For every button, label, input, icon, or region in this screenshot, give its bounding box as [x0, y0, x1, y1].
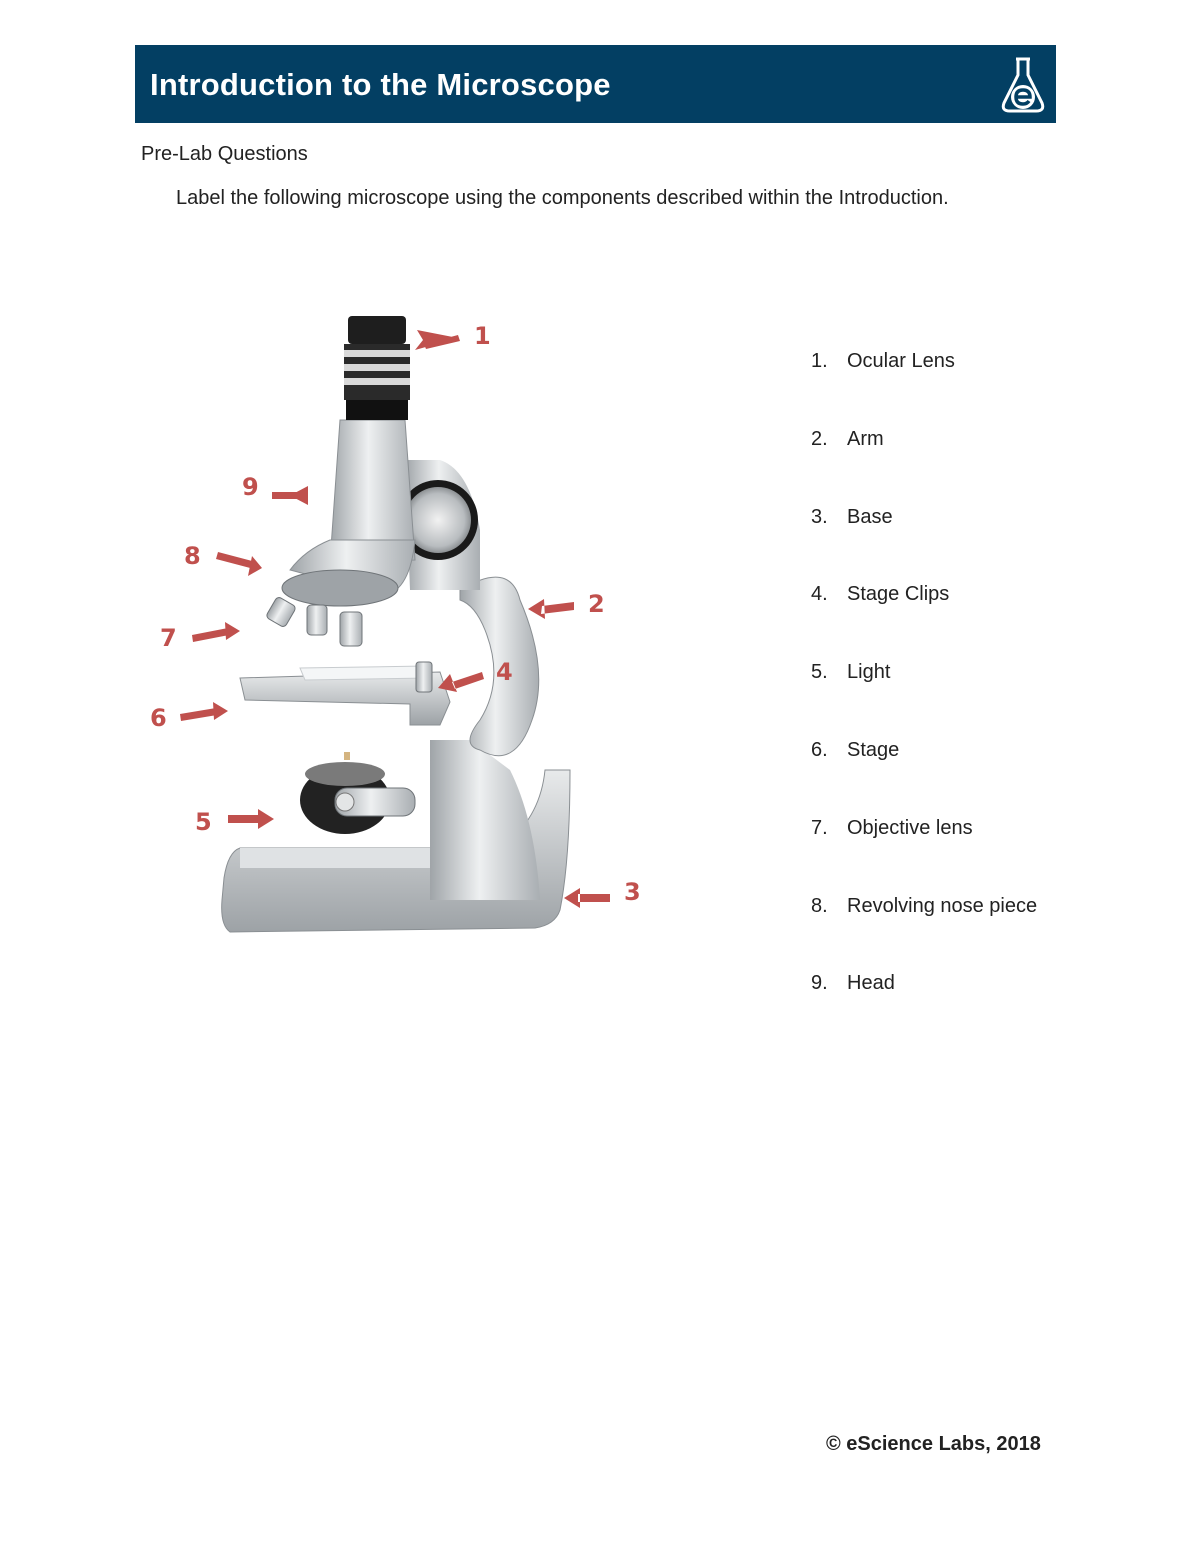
label-item [811, 972, 1037, 1050]
label-text: Arm [847, 427, 884, 450]
label-item [811, 739, 1037, 817]
section-label: Pre-Lab Questions [141, 143, 308, 165]
callout-4: 4 [496, 658, 513, 686]
title-banner [135, 45, 1056, 123]
label-item [811, 583, 1037, 661]
callout-3: 3 [624, 878, 641, 906]
arrow-5 [228, 809, 274, 829]
label-text: Head [847, 972, 895, 995]
arrow-9 [272, 486, 308, 505]
copyright-footer: © eScience Labs, 2018 [826, 1433, 1041, 1455]
label-item [811, 350, 1037, 428]
callout-7: 7 [160, 624, 177, 652]
label-item [811, 817, 1037, 895]
microscope-drawing [222, 316, 570, 932]
label-number: 5. [811, 661, 828, 684]
arrow-2 [528, 599, 574, 619]
label-text: Ocular Lens [847, 350, 955, 372]
flask-e-icon [998, 53, 1048, 115]
microscope-figure [140, 300, 660, 960]
label-text: Stage Clips [847, 583, 950, 606]
arrow-8 [216, 552, 262, 576]
label-key-list [811, 350, 1037, 1050]
label-number: 9. [811, 972, 828, 995]
label-number: 1. [811, 350, 828, 372]
callout-8: 8 [184, 542, 201, 570]
instruction-text: Label the following microscope using the components described within the Introduction. [176, 187, 949, 209]
label-text: Objective lens [847, 816, 973, 839]
label-item [811, 506, 1037, 584]
arrow-6 [180, 702, 228, 721]
label-number: 2. [811, 427, 828, 450]
label-item [811, 661, 1037, 739]
arrow-7 [192, 622, 240, 642]
arrow-4 [438, 672, 484, 692]
callout-2: 2 [588, 590, 605, 618]
label-number: 8. [811, 894, 828, 917]
label-number: 6. [811, 738, 828, 761]
label-text: Base [847, 505, 893, 528]
callout-9: 9 [242, 473, 259, 501]
page-title: Introduction to the Microscope [150, 67, 611, 102]
label-item [811, 895, 1037, 973]
label-item [811, 428, 1037, 506]
arrow-1 [415, 330, 460, 350]
callout-1: 1 [474, 322, 491, 350]
label-text: Stage [847, 738, 900, 761]
label-text: Revolving nose piece [847, 894, 1038, 917]
label-number: 4. [811, 583, 828, 606]
label-text: Light [847, 661, 891, 684]
callout-6: 6 [150, 704, 167, 732]
callout-5: 5 [195, 808, 212, 836]
arrow-3 [564, 888, 610, 908]
label-number: 7. [811, 816, 828, 839]
label-number: 3. [811, 505, 828, 528]
